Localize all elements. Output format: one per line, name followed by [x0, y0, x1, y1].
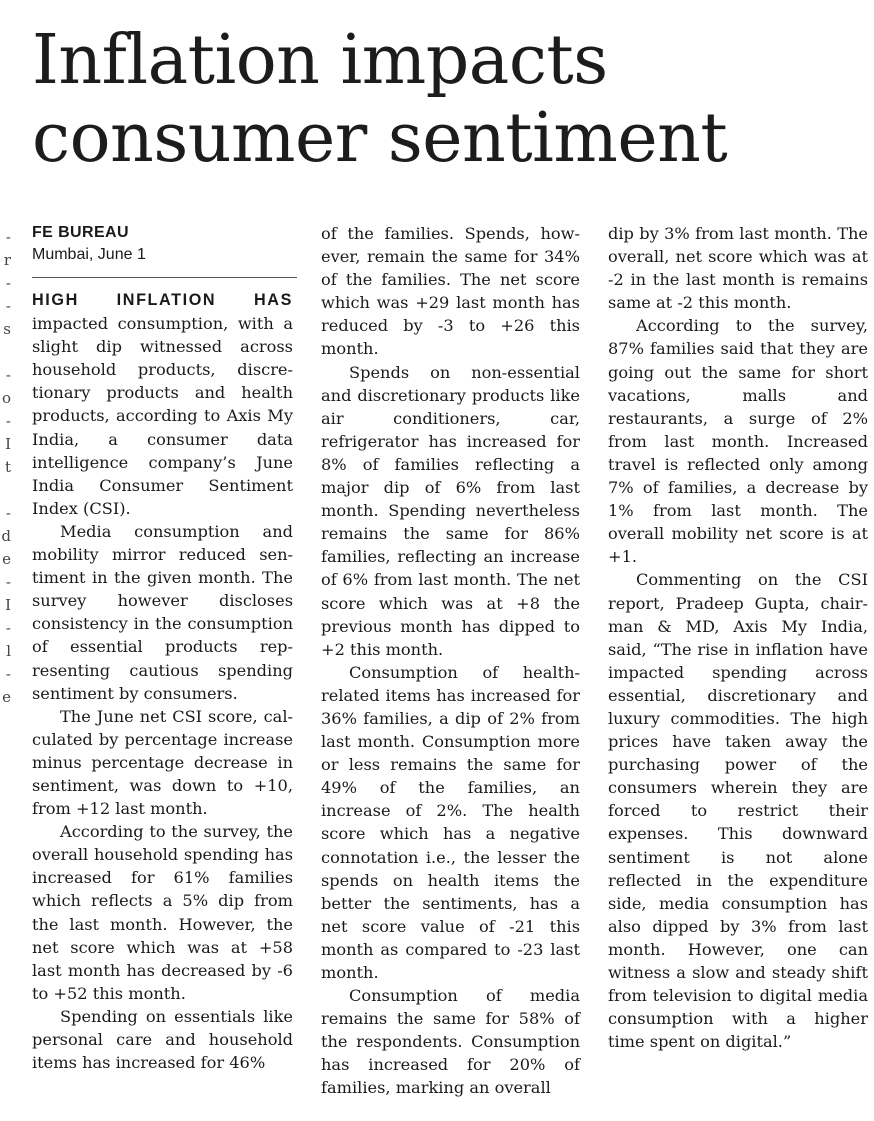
edge-fragment: - — [5, 665, 11, 683]
paragraph: Spending on essentials like personal care and household items has increased for 46% — [32, 1006, 293, 1073]
edge-fragment: s — [3, 320, 11, 338]
headline-line-2: consumer sentiment — [32, 99, 728, 178]
paragraph — [32, 288, 293, 520]
edge-fragment: d — [1, 527, 11, 545]
edge-fragment: - — [5, 366, 11, 384]
article-column-2 — [321, 222, 580, 1100]
paragraph: Consumption of health-related items has increased for 36% families, a dip of 2% from last month. Consumption more or less remains the same for 49% of the families, an increase of 2%. The health score which has a negative connotation i.e., the lesser the spends on health items the better the sentiments, has a net score value of -21 this month as compared to -23 last month. — [321, 662, 580, 982]
edge-fragment: e — [2, 550, 11, 568]
article-column-3 — [608, 222, 868, 1053]
paragraph: Media consumption and mobility mirror reduced sentiment in the given month. The survey however discloses consistency in the consumption of essential products representing cautious spending sentiment by consumers. — [32, 521, 293, 703]
paragraph: of the families. Spends, however, remain the same for 34% of the families. The net score which was +29 last month has reduced by -3 to +26 this month. — [321, 224, 580, 359]
edge-fragment: - — [5, 619, 11, 637]
edge-fragment: o — [1, 389, 11, 407]
byline-divider — [32, 277, 297, 278]
article-column-1 — [32, 222, 293, 1074]
edge-fragment: l — [6, 642, 11, 660]
adjacent-article-edge — [0, 228, 12, 748]
paragraph: According to the survey, 87% families said that they are going out the same for short vacations, malls and restaurants, a surge of 2% from last month. Increased travel is reflected only among 7% of families, a decrease by 1% from last month. The overall mobility net score is at +1. — [608, 316, 868, 567]
paragraph: Consumption of media remains the same for 58% of the respondents. Consumption has increased for 20% of families, marking an overall — [321, 986, 580, 1098]
edge-fragment: - — [5, 228, 11, 246]
dateline: Mumbai, June 1 — [32, 246, 146, 263]
edge-fragment: - — [5, 573, 11, 591]
byline — [32, 222, 293, 266]
edge-fragment: e — [2, 688, 11, 706]
edge-fragment: t — [4, 458, 11, 476]
edge-fragment: I — [5, 435, 11, 453]
paragraph: According to the survey, the overall household spending has increased for 61% families which reflects a 5% dip from the last month. However, the net score which was at +58 last month has decreased by -6 to +52 this month. — [32, 822, 293, 1003]
paragraph: Spends on non-essential and discretionary products like air conditioners, car, refrigerator has increased for 8% of families reflecting a major dip of 6% from last month. Spending nevertheless remains the same for 86% families, reflecting an increase of 6% from last month. The net score which was at +8 the previous month has dipped to +2 this month. — [321, 362, 580, 659]
paragraph: dip by 3% from last month. The overall, net score which was at -2 in the last month is remains same at -2 this month. — [608, 224, 868, 313]
paragraph: The June net CSI score, calculated by percentage increase minus percentage decrease in sentiment, was down to +10, from +12 last month. — [32, 706, 293, 819]
paragraph-text: impacted consumption, with a slight dip witnessed across household products, discretionary products and health products, according to Axis My India, a consumer data intelligence company’s June India Consumer Sentiment Index (CSI). — [32, 314, 293, 518]
edge-fragment: I — [5, 596, 11, 614]
edge-fragment: - — [5, 412, 11, 430]
byline-bureau: FE BUREAU — [32, 224, 129, 241]
edge-fragment: - — [5, 274, 11, 292]
headline-line-1: Inflation impacts — [32, 21, 608, 100]
lead-in: HIGH INFLATION HAS — [32, 291, 293, 309]
headline — [32, 22, 868, 178]
edge-fragment: - — [5, 297, 11, 315]
edge-fragment: - — [5, 504, 11, 522]
edge-fragment: r — [3, 251, 11, 269]
paragraph: Commenting on the CSI report, Pradeep Gupta, chairman & MD, Axis My India, said, “The rise in inflation have impacted spending across essential, discretionary and luxury commodities. The high prices have taken away the purchasing power of the consumers wherein they are forced to restrict their expenses. This downward sentiment is not alone reflected in the expenditure side, media consumption has also dipped by 3% from last month. However, one can witness a slow and steady shift from television to digital media consumption with a higher time spent on digital.” — [608, 570, 868, 1052]
